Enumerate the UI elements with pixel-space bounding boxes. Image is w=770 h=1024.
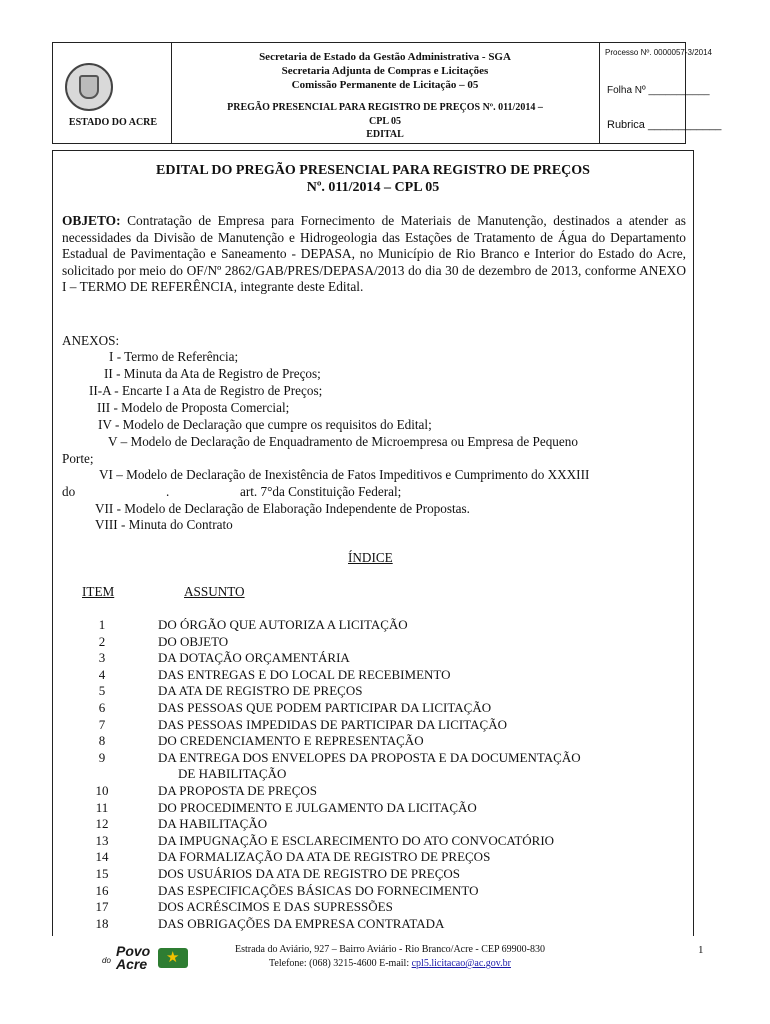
anexo-item: VII - Modelo de Declaração de Elaboração Independente de Propostas.	[95, 501, 470, 516]
indice-item-number: 9	[98, 749, 106, 765]
footer-phone: Telefone: (068) 3215-4600 E-mail:	[269, 958, 410, 969]
header-edital: EDITAL	[366, 129, 404, 140]
footer-contact	[170, 958, 610, 969]
anexo-item: II - Minuta da Ata de Registro de Preços;	[104, 366, 321, 381]
indice-item-number: 11	[95, 799, 109, 815]
indice-item-text: DOS ACRÉSCIMOS E DAS SUPRESSÕES	[158, 899, 393, 915]
process-number: Processo Nº. 0000057-3/2014	[605, 48, 712, 57]
indice-item-number: 5	[98, 683, 106, 699]
indice-item-text: DA DOTAÇÃO ORÇAMENTÁRIA	[158, 650, 350, 666]
indice-item-text: DO ÓRGÃO QUE AUTORIZA A LICITAÇÃO	[158, 617, 408, 632]
header-title-cell	[171, 43, 600, 143]
header-pregao: PREGÃO PRESENCIAL PARA REGISTRO DE PREÇOS Nº. 011/2014 –	[227, 102, 543, 113]
indice-item-text: DAS ENTREGAS E DO LOCAL DE RECEBIMENTO	[158, 666, 451, 682]
anexo-item: VI – Modelo de Declaração de Inexistência de Fatos Impeditivos e Cumprimento do XXXIII	[99, 467, 590, 482]
indice-item-number: 15	[95, 866, 109, 881]
page-number: 1	[698, 944, 704, 956]
indice-item-text: DA ENTREGA DOS ENVELOPES DA PROPOSTA E DA DOCUMENTAÇÃO	[158, 749, 581, 765]
indice-item-number: 13	[95, 832, 109, 848]
logo-text-line2: Acre	[116, 956, 148, 972]
anexo-item-continuation: art. 7°da Constituição Federal;	[240, 484, 402, 499]
indice-item-text: DO OBJETO	[158, 633, 229, 649]
anexo-item: II-A - Encarte I a Ata de Registro de Preços;	[89, 383, 323, 398]
indice-col-item: ITEM	[82, 584, 115, 599]
footer-email-link[interactable]: cpl5.licitacao@ac.gov.br	[411, 958, 511, 969]
objeto-paragraph	[62, 213, 686, 296]
indice-item-text: DO CREDENCIAMENTO E REPRESENTAÇÃO	[158, 733, 424, 749]
anexo-item: III - Modelo de Proposta Comercial;	[97, 400, 290, 415]
indice-item-number: 12	[95, 816, 109, 832]
indice-item-number: 8	[98, 733, 106, 749]
indice-item-number: 7	[98, 716, 106, 732]
header-comissao: Comissão Permanente de Licitação – 05	[291, 79, 479, 91]
header-seal-cell	[53, 43, 172, 143]
indice-item-number: 14	[95, 849, 109, 865]
state-name: ESTADO DO ACRE	[68, 117, 158, 128]
indice-title: ÍNDICE	[348, 550, 393, 565]
header-process-cell	[599, 43, 722, 143]
logo-small-text: do	[102, 956, 111, 965]
indice-item-number: 3	[98, 650, 106, 666]
indice-item-text: DA ATA DE REGISTRO DE PREÇOS	[158, 683, 363, 699]
indice-item-text: DA IMPUGNAÇÃO E ESCLARECIMENTO DO ATO CONVOCATÓRIO	[158, 832, 555, 848]
indice-item-text: DA FORMALIZAÇÃO DA ATA DE REGISTRO DE PREÇOS	[158, 849, 491, 865]
logo-text-line1: Povo	[116, 943, 151, 959]
anexo-item: IV - Modelo de Declaração que cumpre os requisitos do Edital;	[98, 417, 432, 432]
indice-item-number: 2	[98, 633, 106, 649]
indice-item-text: DAS ESPECIFICAÇÕES BÁSICAS DO FORNECIMENTO	[158, 882, 479, 898]
anexo-item-continuation: Porte;	[62, 451, 94, 466]
indice-item-text: DOS USUÁRIOS DA ATA DE REGISTRO DE PREÇOS	[158, 866, 460, 881]
rubrica-field: Rubrica ____________	[607, 119, 722, 131]
indice-item-text: DAS PESSOAS QUE PODEM PARTICIPAR DA LICITAÇÃO	[158, 700, 492, 715]
folha-field: Folha Nº ___________	[607, 85, 710, 96]
indice-item-text: DAS PESSOAS IMPEDIDAS DE PARTICIPAR DA LICITAÇÃO	[158, 716, 508, 732]
indice-item-number: 6	[98, 700, 106, 715]
anexo-item: VIII - Minuta do Contrato	[95, 517, 233, 532]
indice-item-text: DA PROPOSTA DE PREÇOS	[158, 783, 317, 798]
header-cpl: CPL 05	[369, 116, 401, 127]
document-subtitle: Nº. 011/2014 – CPL 05	[306, 180, 440, 195]
objeto-text: Contratação de Empresa para Fornecimento de Materiais de Manutenção, destinados a atender as necessidades da Divisão de Manutenção e Hidrogeologia das Estações de Tratamento de Água do Departamento Estadual de Pavimentação e Saneamento - DEPASA, no Município de Rio Branco e Interior do Estado do Acre, solicitado por meio do OF/Nº 2862/GAB/PRES/DEPASA/2013 do dia 30 de dezembro de 2013, conforme ANEXO I – TERMO DE REFERÊNCIA, integrante deste Edital.	[62, 213, 686, 295]
document-title: EDITAL DO PREGÃO PRESENCIAL PARA REGISTRO DE PREÇOS	[156, 163, 590, 178]
anexos-label: ANEXOS:	[62, 333, 120, 348]
anexo-item: I - Termo de Referência;	[109, 349, 239, 364]
indice-item-number: 18	[95, 915, 109, 931]
indice-col-assunto: ASSUNTO	[184, 584, 245, 599]
objeto-label: OBJETO:	[62, 213, 121, 228]
header-secretaria-adjunta: Secretaria Adjunta de Compras e Licitações	[281, 65, 489, 77]
indice-item-text: DA HABILITAÇÃO	[158, 816, 268, 832]
indice-item-number: 17	[95, 899, 109, 915]
footer-address: Estrada do Aviário, 927 – Bairro Aviário - Rio Branco/Acre - CEP 69900-830	[234, 944, 546, 955]
indice-item-text: DO PROCEDIMENTO E JULGAMENTO DA LICITAÇÃO	[158, 799, 477, 815]
indice-item-number: 4	[98, 666, 106, 682]
anexo-item-continuation: .	[166, 484, 170, 499]
indice-item-text: DE HABILITAÇÃO	[178, 766, 287, 782]
indice-item-text: DAS OBRIGAÇÕES DA EMPRESA CONTRATADA	[158, 915, 445, 931]
anexo-item-continuation: do	[62, 484, 76, 499]
state-seal-icon	[65, 63, 113, 111]
anexo-item: V – Modelo de Declaração de Enquadramento de Microempresa ou Empresa de Pequeno	[108, 434, 578, 449]
indice-item-number: 16	[95, 882, 109, 898]
indice-item-number: 10	[95, 783, 109, 798]
document-header	[52, 42, 722, 144]
indice-item-number: 1	[98, 617, 106, 632]
header-secretaria: Secretaria de Estado da Gestão Administrativa - SGA	[259, 51, 511, 63]
